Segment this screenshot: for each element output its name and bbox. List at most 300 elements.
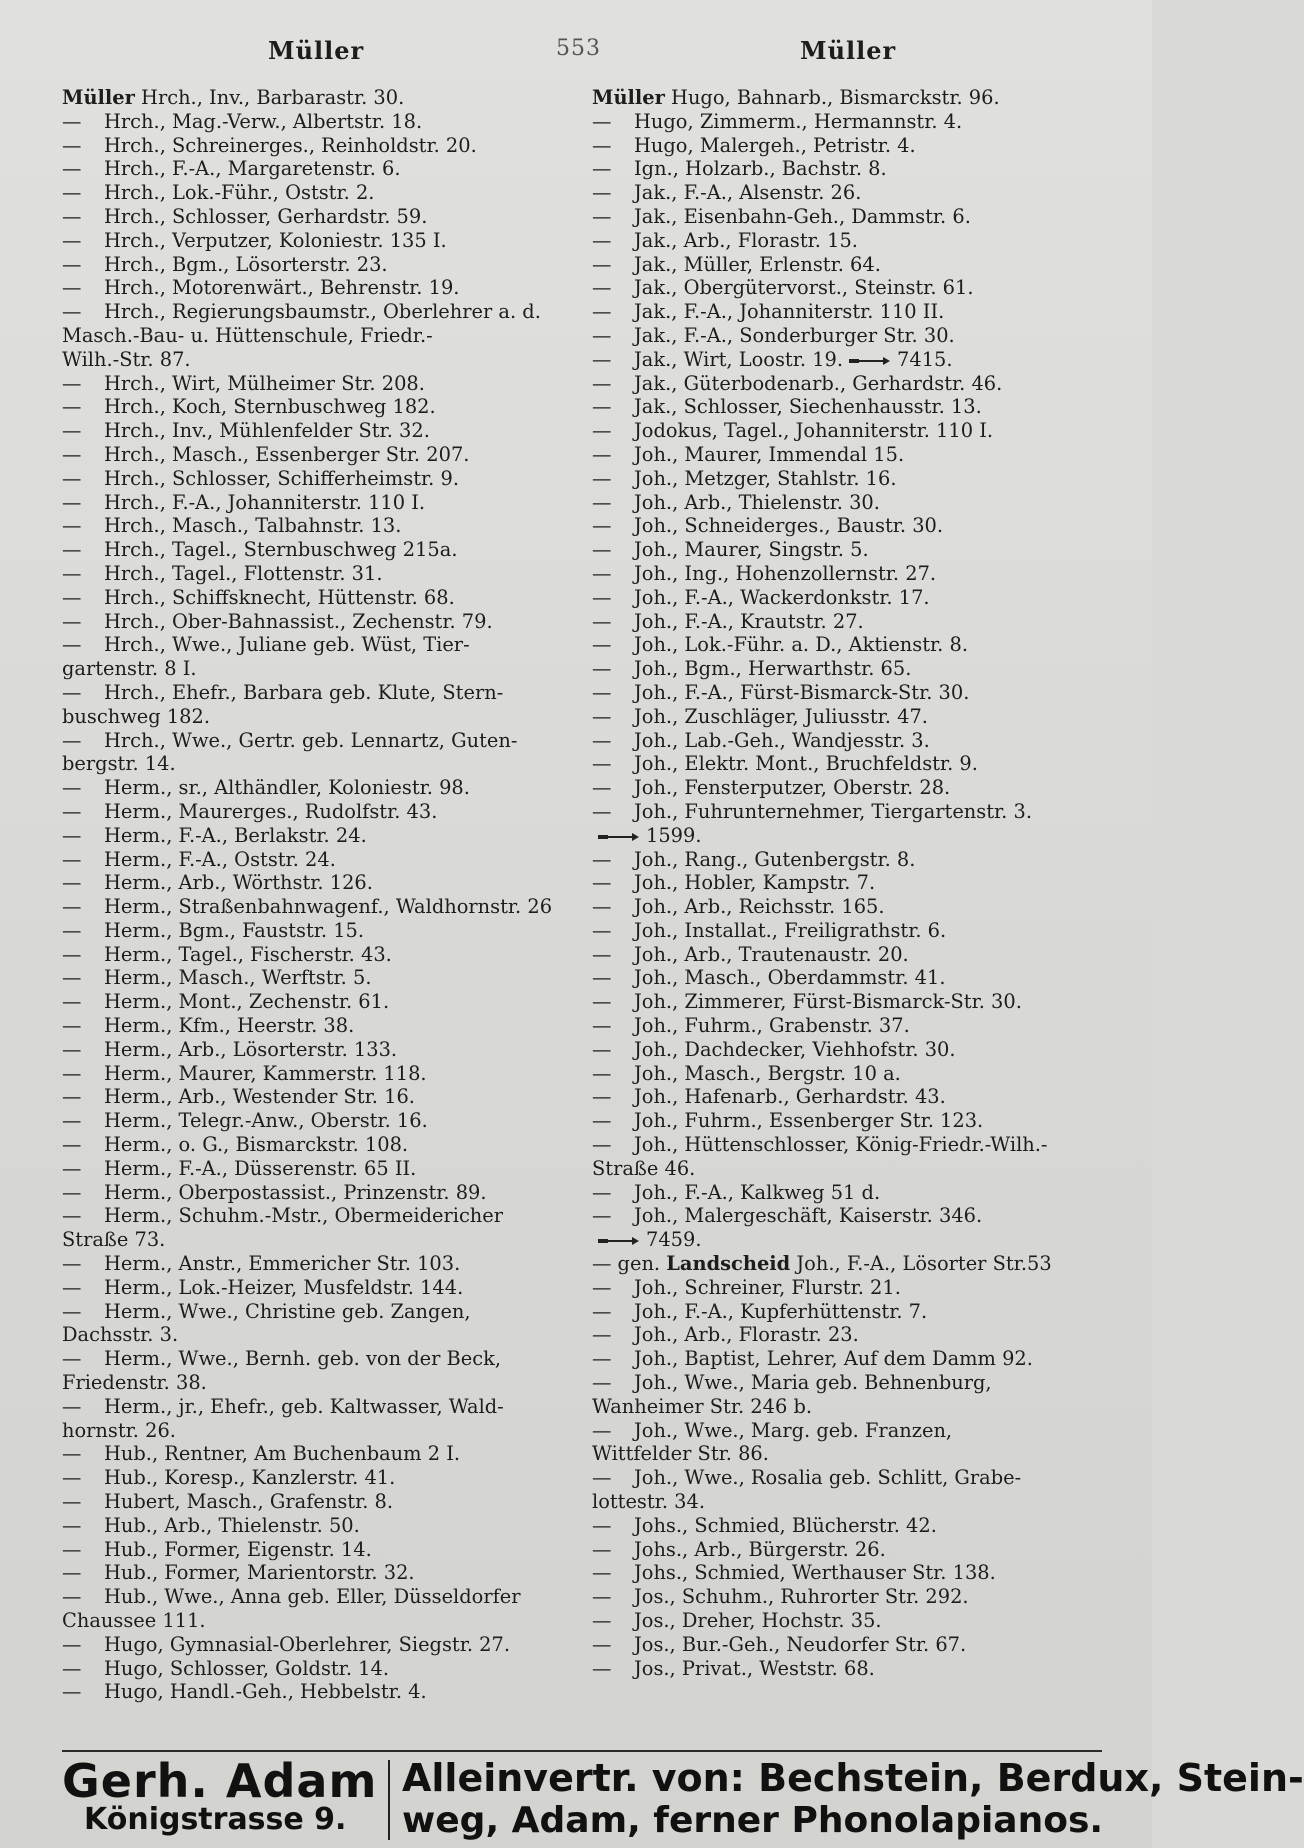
directory-entry <box>592 443 1112 467</box>
entry-text: Herm., Telegr.-Anw., Oberstr. 16. <box>104 1109 428 1133</box>
directory-entry <box>62 1252 582 1276</box>
entry-prefix: — <box>592 1061 612 1085</box>
directory-entry <box>62 1347 582 1395</box>
entry-prefix: — <box>62 633 82 657</box>
directory-entry <box>592 253 1112 277</box>
entry-text: Hrch., Inv., Barbarastr. 30. <box>141 86 405 109</box>
entry-prefix: — <box>592 133 612 157</box>
entry-prefix: — <box>62 1299 82 1323</box>
entry-text: Hugo, Bahnarb., Bismarckstr. 96. <box>671 86 1000 109</box>
directory-entry <box>592 943 1112 967</box>
directory-entry <box>62 1276 582 1300</box>
entry-continuation: buschweg 182. <box>62 704 211 728</box>
entry-prefix: — <box>592 109 612 133</box>
directory-entry <box>62 1680 582 1704</box>
directory-entry <box>592 1085 1112 1109</box>
entry-prefix: — <box>62 228 82 252</box>
directory-entry <box>592 586 1112 610</box>
entry-text: Joh., Dachdecker, Viehhofstr. 30. <box>634 1037 956 1061</box>
entry-prefix: — <box>592 942 612 966</box>
entry-prefix: — gen. <box>592 1252 661 1276</box>
entry-prefix: — <box>592 680 612 704</box>
entry-text: Jodokus, Tagel., Johanniterstr. 110 I. <box>634 419 994 443</box>
entry-prefix: — <box>62 276 82 300</box>
entry-prefix: — <box>592 633 612 657</box>
entry-text: Hrch., Koch, Sternbuschweg 182. <box>104 395 436 419</box>
entry-prefix: — <box>592 1204 612 1228</box>
entry-text: Joh., Fensterputzer, Oberstr. 28. <box>634 776 951 800</box>
directory-entry <box>62 1014 582 1038</box>
entry-surname: Müller <box>592 86 665 109</box>
entry-prefix: — <box>592 1275 612 1299</box>
entry-prefix: — <box>592 1585 612 1609</box>
directory-entry <box>592 1300 1112 1324</box>
directory-entry <box>592 205 1112 229</box>
directory-entry <box>62 1181 582 1205</box>
directory-entry <box>592 776 1112 800</box>
entry-prefix: — <box>592 1537 612 1561</box>
directory-entry <box>592 895 1112 919</box>
entry-prefix: — <box>62 1513 82 1537</box>
entry-prefix: — <box>592 1133 612 1157</box>
entry-continuation: lottestr. 34. <box>592 1490 705 1514</box>
entry-phone: 1599. <box>646 823 702 847</box>
entry-text: Herm., Arb., Wörthstr. 126. <box>104 871 373 895</box>
directory-entry <box>62 300 582 371</box>
directory-entry <box>62 1109 582 1133</box>
directory-entry <box>592 1585 1112 1609</box>
header-right-title: Müller <box>800 36 897 65</box>
entry-text: Joh., Ing., Hohenzollernstr. 27. <box>634 561 937 585</box>
entry-prefix: — <box>592 181 612 205</box>
directory-entry <box>592 491 1112 515</box>
ad-company-name: Gerh. Adam <box>62 1754 378 1808</box>
entry-text: Joh., Wwe., Maria geb. Behnenburg, <box>634 1371 992 1395</box>
directory-entry <box>592 134 1112 158</box>
directory-entry <box>592 538 1112 562</box>
directory-entry <box>592 157 1112 181</box>
directory-entry <box>592 1347 1112 1371</box>
entry-prefix: — <box>592 561 612 585</box>
entry-prefix: — <box>62 776 82 800</box>
entry-text: Joh., Schreiner, Flurstr. 21. <box>634 1275 901 1299</box>
entry-prefix: — <box>62 395 82 419</box>
directory-entry <box>592 1633 1112 1657</box>
entry-prefix: — <box>592 1513 612 1537</box>
entry-text: Hrch., Schreinerges., Reinholdstr. 20. <box>104 133 477 157</box>
entry-text: Joh., Fuhrunternehmer, Tiergartenstr. 3. <box>634 799 1033 823</box>
entry-text: Herm., o. G., Bismarckstr. 108. <box>104 1133 409 1157</box>
left-column <box>62 86 582 1704</box>
entry-text: Joh., Rang., Gutenbergstr. 8. <box>634 847 916 871</box>
entry-prefix: — <box>592 276 612 300</box>
directory-entry <box>62 395 582 419</box>
entry-prefix: — <box>62 1109 82 1133</box>
entry-prefix: — <box>592 966 612 990</box>
entry-text: Joh., Arb., Reichsstr. 165. <box>634 895 885 919</box>
entry-prefix: — <box>592 1466 612 1490</box>
directory-entry <box>592 562 1112 586</box>
entry-text: Herm., Bgm., Fauststr. 15. <box>104 918 365 942</box>
entry-text: Jak., F.-A., Johanniterstr. 110 II. <box>634 300 945 324</box>
page-number: 553 <box>556 36 601 61</box>
entry-prefix: — <box>62 1537 82 1561</box>
directory-entry <box>592 372 1112 396</box>
entry-prefix: — <box>62 1085 82 1109</box>
entry-surname: Müller <box>62 86 135 109</box>
entry-prefix: — <box>62 1037 82 1061</box>
directory-entry <box>592 110 1112 134</box>
entry-text: Hub., Wwe., Anna geb. Eller, Düsseldorfer <box>104 1585 521 1609</box>
directory-entry <box>592 610 1112 634</box>
entry-text: Joh., Lok.-Führ. a. D., Aktienstr. 8. <box>634 633 968 657</box>
entry-prefix: — <box>62 1632 82 1656</box>
entry-text: Joh., Elektr. Mont., Bruchfeldstr. 9. <box>634 752 978 776</box>
directory-entry <box>62 276 582 300</box>
entry-text: Jak., Schlosser, Siechenhausstr. 13. <box>634 395 982 419</box>
entry-text: Joh., Masch., Bergstr. 10 a. <box>634 1061 901 1085</box>
directory-entry <box>62 586 582 610</box>
entry-text: Joh., Arb., Thielenstr. 30. <box>634 490 880 514</box>
entry-prefix: — <box>62 1656 82 1680</box>
directory-entry <box>62 229 582 253</box>
directory-entry <box>62 1395 582 1443</box>
entry-prefix: — <box>592 990 612 1014</box>
directory-entry <box>592 1514 1112 1538</box>
entry-prefix: — <box>62 990 82 1014</box>
header-left-title: Müller <box>268 36 365 65</box>
entry-text: Joh., Arb., Florastr. 23. <box>634 1323 859 1347</box>
directory-entry <box>592 229 1112 253</box>
directory-entry <box>62 467 582 491</box>
ad-separator <box>388 1760 390 1840</box>
entry-text: Joh., F.-A., Kalkweg 51 d. <box>634 1180 881 1204</box>
entry-continuation: Chaussee 111. <box>62 1609 206 1632</box>
ad-text-line-1: Alleinvertr. von: Bechstein, Berdux, Stein- <box>402 1756 1304 1800</box>
entry-text: Hrch., Wwe., Gertr. geb. Lennartz, Guten- <box>104 728 518 752</box>
entry-continuation: Masch.-Bau- u. Hüttenschule, Friedr.- <box>62 323 433 347</box>
entry-prefix: — <box>62 728 82 752</box>
directory-entry <box>592 467 1112 491</box>
entry-text: Hrch., Tagel., Sternbuschweg 215a. <box>104 538 458 562</box>
entry-text: Hrch., Wirt, Mülheimer Str. 208. <box>104 371 425 395</box>
entry-text: Hrch., Verputzer, Koloniestr. 135 I. <box>104 228 447 252</box>
entry-prefix: — <box>592 395 612 419</box>
directory-entry <box>592 1181 1112 1205</box>
ad-text-line-2: weg, Adam, ferner Phonolapianos. <box>402 1800 1104 1841</box>
entry-prefix: — <box>62 1252 82 1276</box>
directory-entry <box>592 1466 1112 1514</box>
entry-text: Hrch., Schiffsknecht, Hüttenstr. 68. <box>104 585 455 609</box>
entry-text: Hrch., Ehefr., Barbara geb. Klute, Stern- <box>104 680 504 704</box>
entry-text: Joh., Arb., Trautenaustr. 20. <box>634 942 909 966</box>
entry-text: Hrch., Bgm., Lösorterstr. 23. <box>104 252 388 276</box>
entry-text: Jos., Schuhm., Ruhrorter Str. 292. <box>634 1585 969 1609</box>
entry-text: Joh., Hafenarb., Gerhardstr. 43. <box>634 1085 946 1109</box>
entry-prefix: — <box>62 942 82 966</box>
entry-prefix: — <box>592 1609 612 1632</box>
entry-text: Herm., Maurerges., Rudolfstr. 43. <box>104 799 438 823</box>
entry-text: Hrch., Schlosser, Gerhardstr. 59. <box>104 204 428 228</box>
directory-entry <box>62 610 582 634</box>
entry-text: Joh., Maurer, Immendal 15. <box>634 442 905 466</box>
entry-text: Herm., Straßenbahnwagenf., Waldhornstr. 26 <box>104 895 553 919</box>
entry-prefix: — <box>62 442 82 466</box>
directory-entry <box>592 1252 1112 1276</box>
entry-text: Joh., F.-A., Lösorter Str.53 <box>796 1252 1052 1276</box>
entry-prefix: — <box>592 799 612 823</box>
entry-phone: 7459. <box>646 1228 702 1252</box>
directory-entry <box>62 514 582 538</box>
entry-continuation: bergstr. 14. <box>62 752 176 776</box>
entry-text: Hugo, Schlosser, Goldstr. 14. <box>104 1656 389 1680</box>
directory-entry <box>592 1371 1112 1419</box>
directory-entry <box>62 1157 582 1181</box>
directory-entry <box>592 300 1112 324</box>
entry-prefix: — <box>592 323 612 347</box>
entry-prefix: — <box>62 466 82 490</box>
entry-prefix: — <box>592 585 612 609</box>
entry-prefix: — <box>62 1156 82 1180</box>
entry-prefix: — <box>62 680 82 704</box>
entry-continuation: Dachsstr. 3. <box>62 1323 179 1347</box>
entry-text: Hrch., Masch., Essenberger Str. 207. <box>104 442 470 466</box>
entry-phone: 7415. <box>897 347 953 371</box>
entry-prefix: — <box>62 419 82 443</box>
entry-phone-line <box>646 1228 1112 1252</box>
entry-text: Hrch., Regierungsbaumstr., Oberlehrer a. d. <box>104 300 541 324</box>
entry-prefix: — <box>62 1394 82 1418</box>
entry-prefix: — <box>592 1014 612 1038</box>
entry-text: Johs., Schmied, Blücherstr. 42. <box>634 1513 937 1537</box>
directory-entry <box>62 1442 582 1466</box>
entry-prefix: — <box>62 823 82 847</box>
entry-text: Joh., F.-A., Wackerdonkstr. 17. <box>634 585 930 609</box>
directory-entry <box>592 705 1112 729</box>
entry-prefix: — <box>592 1632 612 1656</box>
directory-entry <box>592 514 1112 538</box>
directory-entry <box>62 1300 582 1348</box>
entry-continuation: Wittfelder Str. 86. <box>592 1442 769 1466</box>
entry-prefix: — <box>62 871 82 895</box>
entry-text: Joh., Metzger, Stahlstr. 16. <box>634 466 897 490</box>
entry-prefix: — <box>592 228 612 252</box>
entry-text: Hrch., Inv., Mühlenfelder Str. 32. <box>104 419 430 443</box>
directory-entry <box>592 1133 1112 1181</box>
entry-text: Herm., Mont., Zechenstr. 61. <box>104 990 390 1014</box>
directory-entry <box>62 110 582 134</box>
directory-entry <box>62 729 582 777</box>
entry-prefix: — <box>62 181 82 205</box>
entry-text: Jos., Dreher, Hochstr. 35. <box>634 1609 882 1632</box>
directory-entry <box>62 966 582 990</box>
directory-entry <box>592 990 1112 1014</box>
entry-prefix: — <box>592 728 612 752</box>
entry-prefix: — <box>62 799 82 823</box>
entry-text: Joh., Fuhrm., Grabenstr. 37. <box>634 1014 910 1038</box>
entry-text: Hubert, Masch., Grafenstr. 8. <box>104 1490 394 1514</box>
entry-prefix: — <box>62 109 82 133</box>
entry-text: Joh., Hobler, Kampstr. 7. <box>634 871 876 895</box>
directory-entry <box>592 1419 1112 1467</box>
entry-prefix: — <box>592 895 612 919</box>
directory-entry <box>62 1062 582 1086</box>
directory-entry <box>62 1038 582 1062</box>
directory-entry <box>592 966 1112 990</box>
page-header <box>0 36 1152 76</box>
directory-entry <box>592 800 1112 848</box>
entry-text: Joh., Masch., Oberdammstr. 41. <box>634 966 946 990</box>
entry-text: Jak., Obergütervorst., Steinstr. 61. <box>634 276 974 300</box>
entry-prefix: — <box>592 1347 612 1371</box>
entry-prefix: — <box>592 371 612 395</box>
directory-entry <box>62 895 582 919</box>
entry-prefix: — <box>62 204 82 228</box>
entry-prefix: — <box>62 585 82 609</box>
directory-entry <box>592 1609 1112 1633</box>
entry-text: Hub., Koresp., Kanzlerstr. 41. <box>104 1466 396 1490</box>
entry-prefix: — <box>62 1561 82 1585</box>
entry-text: Herm., F.-A., Oststr. 24. <box>104 847 336 871</box>
entry-prefix: — <box>592 1656 612 1680</box>
entry-text: Herm., Tagel., Fischerstr. 43. <box>104 942 392 966</box>
entry-prefix: — <box>592 300 612 324</box>
directory-entry <box>62 134 582 158</box>
entry-text: Hrch., Wwe., Juliane geb. Wüst, Tier- <box>104 633 470 657</box>
entry-text: Herm., Wwe., Christine geb. Zangen, <box>104 1299 471 1323</box>
entry-text: Johs., Schmied, Werthauser Str. 138. <box>634 1561 996 1585</box>
directory-entry <box>62 871 582 895</box>
directory-entry <box>62 86 582 110</box>
directory-entry <box>592 419 1112 443</box>
directory-entry <box>62 776 582 800</box>
entry-text: Hrch., Ober-Bahnassist., Zechenstr. 79. <box>104 609 493 633</box>
entry-text: Hrch., F.-A., Johanniterstr. 110 I. <box>104 490 426 514</box>
entry-text: Herm., F.-A., Berlakstr. 24. <box>104 823 367 847</box>
directory-entry <box>592 681 1112 705</box>
entry-continuation: gartenstr. 8 I. <box>62 657 197 681</box>
right-column <box>592 86 1112 1680</box>
directory-entry <box>62 1514 582 1538</box>
entry-text: Hrch., Lok.-Führ., Oststr. 2. <box>104 181 375 205</box>
entry-text: Joh., Fuhrm., Essenberger Str. 123. <box>634 1109 984 1133</box>
directory-entry <box>592 1062 1112 1086</box>
entry-prefix: — <box>62 1014 82 1038</box>
entry-text: Jak., Arb., Florastr. 15. <box>634 228 858 252</box>
entry-text: Joh., Wwe., Rosalia geb. Schlitt, Grabe- <box>634 1466 1022 1490</box>
entry-prefix: — <box>592 347 612 371</box>
entry-text: Johs., Arb., Bürgerstr. 26. <box>634 1537 886 1561</box>
entry-prefix: — <box>62 514 82 538</box>
entry-text: Joh., Bgm., Herwarthstr. 65. <box>634 657 912 681</box>
directory-entry <box>62 157 582 181</box>
entry-prefix: — <box>62 609 82 633</box>
entry-text: Jak., Wirt, Loostr. 19. <box>634 347 844 371</box>
entry-text: Herm., Oberpostassist., Prinzenstr. 89. <box>104 1180 487 1204</box>
directory-entry <box>62 253 582 277</box>
directory-entry <box>592 276 1112 300</box>
entry-prefix: — <box>62 1442 82 1466</box>
telephone-icon <box>596 1236 640 1246</box>
directory-entry <box>62 443 582 467</box>
directory-entry <box>62 1133 582 1157</box>
entry-text: Herm., Maurer, Kammerstr. 118. <box>104 1061 427 1085</box>
entry-prefix: — <box>592 1418 612 1442</box>
directory-entry <box>592 324 1112 348</box>
entry-surname: Landscheid <box>666 1252 791 1276</box>
entry-prefix: — <box>62 1061 82 1085</box>
directory-entry <box>62 681 582 729</box>
directory-entry <box>592 633 1112 657</box>
entry-text: Hrch., Motorenwärt., Behrenstr. 19. <box>104 276 460 300</box>
entry-prefix: — <box>592 776 612 800</box>
entry-prefix: — <box>62 300 82 324</box>
directory-entry <box>62 1204 582 1252</box>
entry-text: Joh., Lab.-Geh., Wandjesstr. 3. <box>634 728 930 752</box>
entry-prefix: — <box>592 1037 612 1061</box>
entry-text: Joh., Malergeschäft, Kaiserstr. 346. <box>634 1204 983 1228</box>
entry-prefix: — <box>592 918 612 942</box>
entry-text: Joh., Schneiderges., Baustr. 30. <box>634 514 944 538</box>
entry-text: Hugo, Gymnasial-Oberlehrer, Siegstr. 27. <box>104 1632 511 1656</box>
entry-prefix: — <box>62 1466 82 1490</box>
entry-prefix: — <box>62 966 82 990</box>
entry-prefix: — <box>592 490 612 514</box>
entry-prefix: — <box>592 657 612 681</box>
entry-prefix: — <box>592 704 612 728</box>
entry-text: Jos., Privat., Weststr. 68. <box>634 1656 875 1680</box>
entry-prefix: — <box>62 895 82 919</box>
entry-continuation: Straße 46. <box>592 1156 696 1180</box>
entry-prefix: — <box>592 538 612 562</box>
entry-prefix: — <box>62 1585 82 1609</box>
entry-prefix: — <box>592 1085 612 1109</box>
entry-text: Joh., Baptist, Lehrer, Auf dem Damm 92. <box>634 1347 1033 1371</box>
entry-text: Joh., F.-A., Fürst-Bismarck-Str. 30. <box>634 680 970 704</box>
entry-text: Herm., Masch., Werftstr. 5. <box>104 966 372 990</box>
entry-text: Joh., Installat., Freiligrathstr. 6. <box>634 918 947 942</box>
entry-text: Herm., Anstr., Emmericher Str. 103. <box>104 1252 461 1276</box>
entry-text: Joh., Zuschläger, Juliusstr. 47. <box>634 704 928 728</box>
entry-text: Hugo, Handl.-Geh., Hebbelstr. 4. <box>104 1680 427 1704</box>
entry-text: Hrch., Tagel., Flottenstr. 31. <box>104 561 383 585</box>
entry-prefix: — <box>592 752 612 776</box>
directory-entry <box>62 205 582 229</box>
entry-continuation: Straße 73. <box>62 1228 166 1252</box>
directory-entry <box>62 419 582 443</box>
entry-prefix: — <box>592 419 612 443</box>
directory-entry <box>62 1633 582 1657</box>
entry-prefix: — <box>62 847 82 871</box>
entry-prefix: — <box>62 371 82 395</box>
directory-entry <box>592 86 1112 110</box>
entry-text: Herm., Kfm., Heerstr. 38. <box>104 1014 355 1038</box>
entry-prefix: — <box>592 1109 612 1133</box>
entry-prefix: — <box>592 1561 612 1585</box>
directory-entry <box>62 990 582 1014</box>
directory-entry <box>592 1038 1112 1062</box>
entry-prefix: — <box>592 442 612 466</box>
entry-text: Hrch., Schlosser, Schifferheimstr. 9. <box>104 466 459 490</box>
entry-text: Hub., Former, Eigenstr. 14. <box>104 1537 372 1561</box>
directory-entry <box>592 348 1112 372</box>
directory-entry <box>62 1085 582 1109</box>
entry-text: Jak., F.-A., Alsenstr. 26. <box>634 181 862 205</box>
advertisement <box>62 1752 1304 1842</box>
directory-entry <box>592 919 1112 943</box>
entry-prefix: — <box>62 1490 82 1514</box>
entry-prefix: — <box>62 490 82 514</box>
